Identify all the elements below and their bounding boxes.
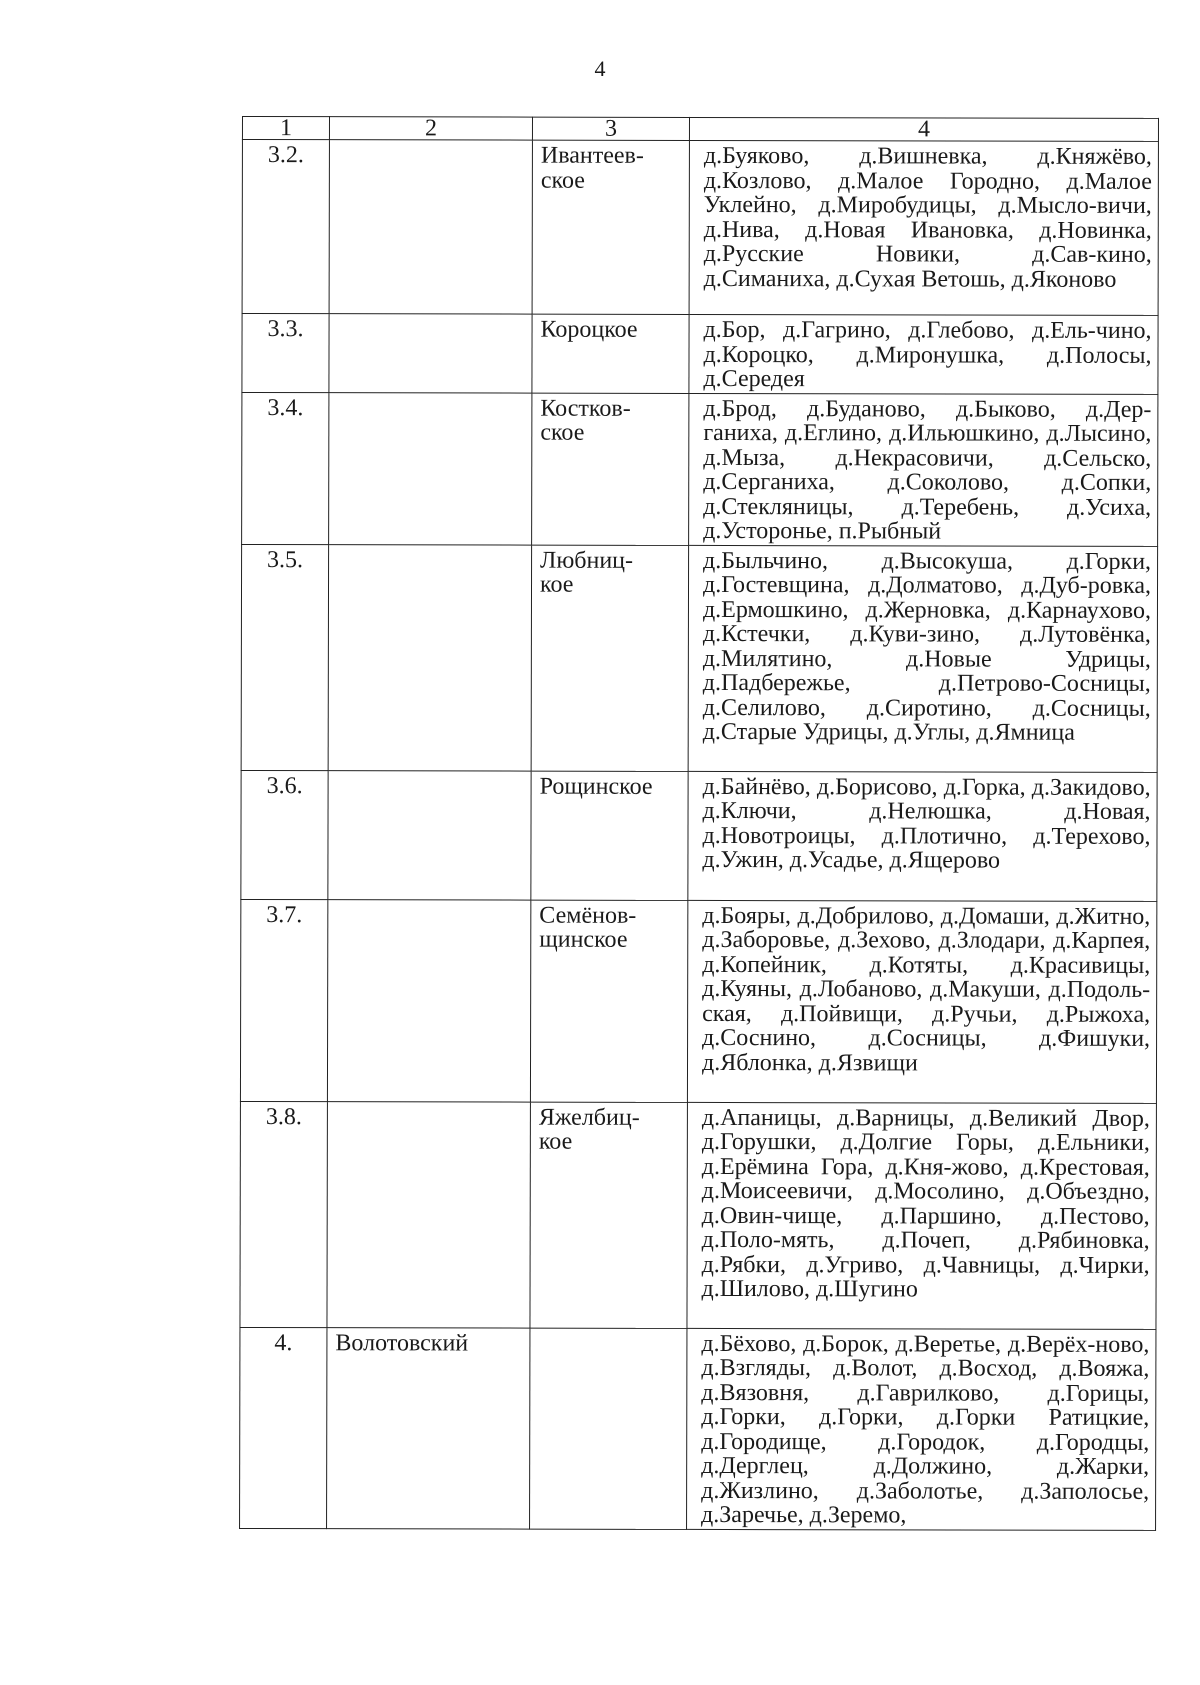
column-header-1: 1 — [242, 117, 329, 140]
table-row — [240, 899, 1156, 1103]
municipality-cell: Яжелбиц- кое — [530, 1102, 687, 1328]
district-cell — [327, 899, 530, 1101]
settlements-cell: д.Бёхово, д.Борок, д.Веретье, д.Верёх-ново, д.Взгляды, д.Волот, д.Восход, д.Вояжа, д.Вязовня, д.Гаврилково, д.Горицы, д.Горки, д.Горки, д.Горки Ратицкие, д.Городище, д.Городок, д.Городцы, д.Дерглец, д.Должино, д.Жарки, д.Жизлино, д.Заболотье, д.Заполосье, д.Заречье, д.Зеремо, — [687, 1328, 1156, 1530]
table-row — [241, 544, 1157, 772]
table-row — [240, 1101, 1156, 1329]
settlements-cell: д.Байнёво, д.Борисово, д.Горка, д.Закидово, д.Ключи, д.Нелюшка, д.Новая, д.Новотроицы, д.Плотично, д.Терехово, д.Ужин, д.Усадье, д.Ящерово — [688, 771, 1157, 901]
row-number: 3.8. — [240, 1101, 327, 1327]
row-number: 3.5. — [241, 544, 328, 770]
page-number: 4 — [594, 56, 606, 81]
district-cell — [328, 770, 531, 899]
table-row — [241, 770, 1157, 901]
district-cell — [329, 140, 532, 314]
row-number: 3.3. — [242, 314, 329, 393]
table-row — [242, 392, 1158, 546]
row-number: 3.6. — [241, 770, 328, 899]
table-row — [242, 140, 1158, 316]
settlements-cell: д.Буяково, д.Вишневка, д.Княжёво, д.Козлово, д.Малое Городно, д.Малое Уклейно, д.Миробудицы, д.Мысло-вичи, д.Нива, д.Новая Ивановка, д.Новинка, д.Русские Новики, д.Сав-кино, д.Симаниха, д.Сухая Ветошь, д.Яконово — [689, 140, 1158, 315]
municipality-cell: Ивантеев- ское — [532, 140, 689, 314]
settlements-table — [239, 116, 1159, 1530]
settlements-cell: д.Быльчино, д.Высокуша, д.Горки, д.Гостевщина, д.Долматово, д.Дуб-ровка, д.Ермошкино, д.Жерновка, д.Карнаухово, д.Кстечки, д.Куви-зино, д.Лутовёнка, д.Милятино, д.Новые Удрицы, д.Падбережье, д.Петрово-Сосницы, д.Селилово, д.Сиротино, д.Сосницы, д.Старые Удрицы, д.Углы, д.Ямница — [688, 545, 1157, 772]
district-cell — [328, 544, 531, 770]
district-cell — [329, 392, 532, 544]
municipality-cell: Семёнов- щинское — [530, 900, 687, 1102]
municipality-cell: Любниц- кое — [531, 545, 688, 771]
column-header-2: 2 — [329, 117, 532, 140]
district-cell — [327, 1101, 530, 1327]
settlements-cell: д.Бояры, д.Добрилово, д.Домаши, д.Житно, д.Заборовье, д.Зехово, д.Злодари, д.Карпея, д.Копейник, д.Котяты, д.Красивицы, д.Куяны, д.Лобаново, д.Макуши, д.Подоль-ская, д.Пойвищи, д.Ручьи, д.Рыжоха, д.Соснино, д.Сосницы, д.Фишуки, д.Яблонка, д.Язвищи — [687, 900, 1156, 1103]
municipality-cell: Короцкое — [532, 314, 689, 393]
row-number: 4. — [240, 1327, 327, 1528]
municipality-cell: Рощинское — [531, 771, 688, 900]
settlements-cell: д.Брод, д.Буданово, д.Быково, д.Дер-ганиха, д.Еглино, д.Ильюшкино, д.Лысино, д.Мыза, д.Некрасовичи, д.Сельско, д.Серганиха, д.Соколово, д.Сопки, д.Стекляницы, д.Теребень, д.Усиха, д.Усторонье, п.Рыбный — [689, 393, 1158, 546]
district-cell — [329, 314, 532, 393]
settlements-cell: д.Апаницы, д.Варницы, д.Великий Двор, д.Горушки, д.Долгие Горы, д.Ельники, д.Ерёмина Гора, д.Кня-жово, д.Крестовая, д.Моисеевичи, д.Мосолино, д.Объездно, д.Овин-чище, д.Паршино, д.Пестово, д.Поло-мять, д.Почеп, д.Рябиновка, д.Рябки, д.Угриво, д.Чавницы, д.Чирки, д.Шилово, д.Шугино — [687, 1102, 1156, 1329]
row-number: 3.4. — [242, 392, 329, 544]
municipality-cell: Костков- ское — [532, 393, 689, 545]
row-number: 3.7. — [240, 899, 327, 1101]
table-row — [240, 1327, 1156, 1530]
settlements-cell: д.Бор, д.Гагрино, д.Глебово, д.Ель-чино, д.Короцко, д.Миронушка, д.Полосы, д.Середея — [689, 314, 1158, 393]
table-row — [242, 314, 1158, 394]
column-header-3: 3 — [532, 117, 689, 140]
row-number: 3.2. — [242, 140, 329, 314]
district-cell: Волотовский — [327, 1327, 530, 1528]
municipality-cell — [530, 1328, 687, 1529]
column-header-4: 4 — [689, 117, 1158, 141]
table-header-row — [242, 117, 1158, 142]
